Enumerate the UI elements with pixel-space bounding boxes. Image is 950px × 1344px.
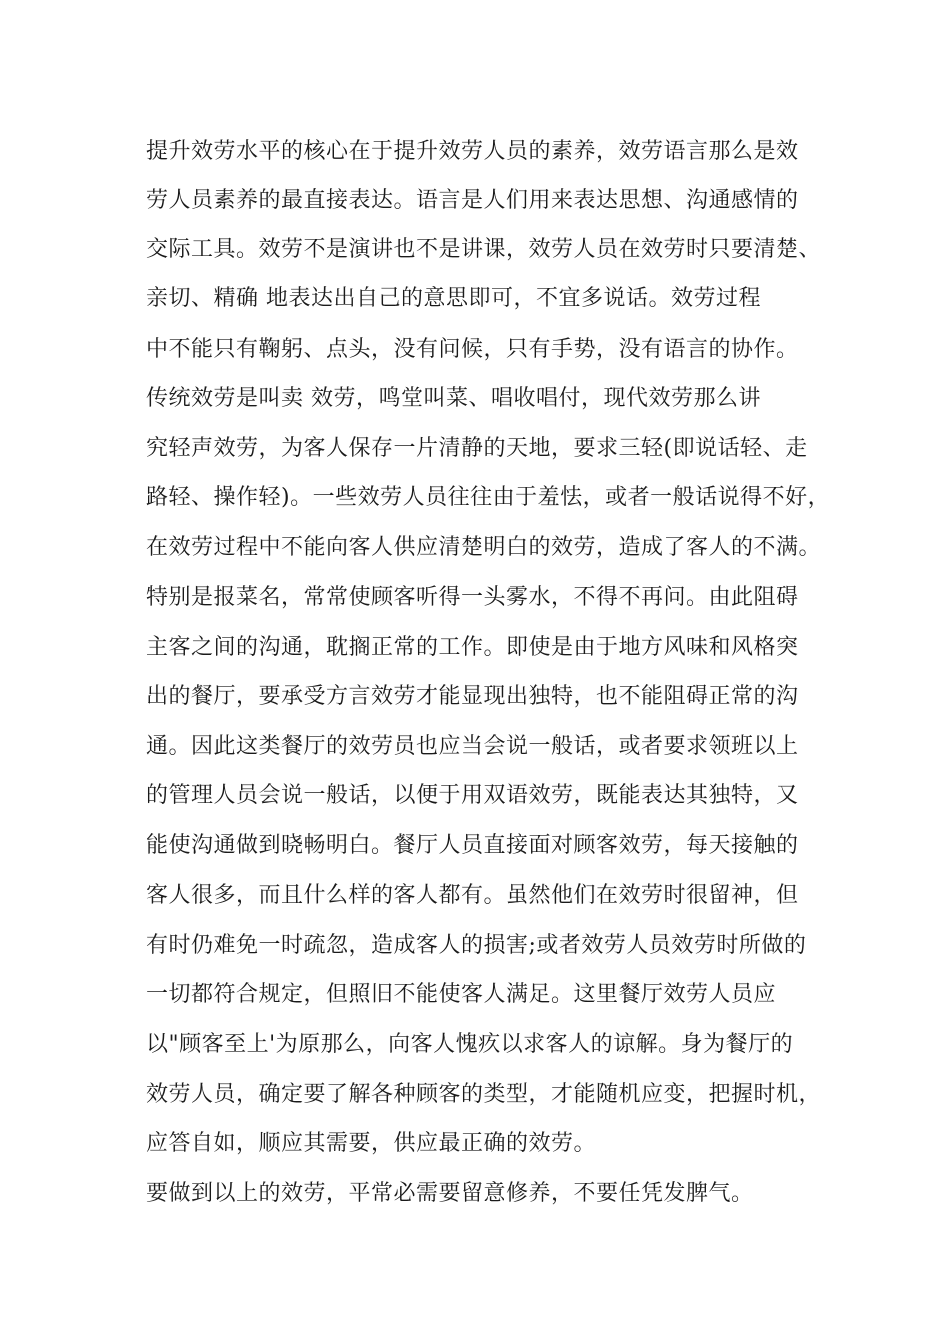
text-line: 主客之间的沟通，耽搁正常的工作。即使是由于地方风味和风格突 bbox=[146, 635, 799, 660]
text-line: 的管理人员会说一般话，以便于用双语效劳，既能表达其独特，又 bbox=[146, 783, 799, 808]
text-line: 出的餐厅，要承受方言效劳才能显现出独特，也不能阻碍正常的沟 bbox=[146, 684, 799, 709]
text-line: 以"顾客至上'为原那么，向客人愧疚以求客人的谅解。身为餐厅的 bbox=[146, 1032, 794, 1057]
text-line: 应答自如，顺应其需要，供应最正确的效劳。 bbox=[146, 1131, 597, 1156]
text-line: 要做到以上的效劳，平常必需要留意修养，不要任凭发脾气。 bbox=[146, 1181, 754, 1206]
text-line: 中不能只有鞠躬、点头，没有问候，只有手势，没有语言的协作。 bbox=[146, 337, 799, 362]
text-line: 一切都符合规定，但照旧不能使客人满足。这里餐厅效劳人员应 bbox=[146, 982, 777, 1007]
text-line: 通。因此这类餐厅的效劳员也应当会说一般话，或者要求领班以上 bbox=[146, 734, 799, 759]
text-line: 能使沟通做到晓畅明白。餐厅人员直接面对顾客效劳，每天接触的 bbox=[146, 833, 799, 858]
text-line: 亲切、精确 地表达出自己的意思即可，不宜多说话。效劳过程 bbox=[146, 286, 761, 311]
text-line: 劳人员素养的最直接表达。语言是人们用来表达思想、沟通感情的 bbox=[146, 188, 799, 213]
text-line: 效劳人员，确定要了解各种顾客的类型，才能随机应变，把握时机， bbox=[146, 1082, 822, 1107]
text-line: 路轻、操作轻)。一些效劳人员往往由于羞怯，或者一般话说得不好， bbox=[146, 485, 831, 510]
text-line: 提升效劳水平的核心在于提升效劳人员的素养，效劳语言那么是效 bbox=[146, 139, 799, 164]
text-line: 究轻声效劳，为客人保存一片清静的天地，要求三轻(即说话轻、走 bbox=[146, 436, 808, 461]
text-line: 有时仍难免一时疏忽，造成客人的损害;或者效劳人员效劳时所做的 bbox=[146, 933, 807, 958]
text-line: 特别是报菜名，常常使顾客听得一头雾水，不得不再问。由此阻碍 bbox=[146, 585, 799, 610]
text-line: 客人很多，而且什么样的客人都有。虽然他们在效劳时很留神，但 bbox=[146, 883, 799, 908]
text-line: 在效劳过程中不能向客人供应清楚明白的效劳，造成了客人的不满。 bbox=[146, 535, 822, 560]
text-line: 交际工具。效劳不是演讲也不是讲课，效劳人员在效劳时只要清楚、 bbox=[146, 237, 822, 262]
text-line: 传统效劳是叫卖 效劳，鸣堂叫菜、唱收唱付，现代效劳那么讲 bbox=[146, 386, 761, 411]
